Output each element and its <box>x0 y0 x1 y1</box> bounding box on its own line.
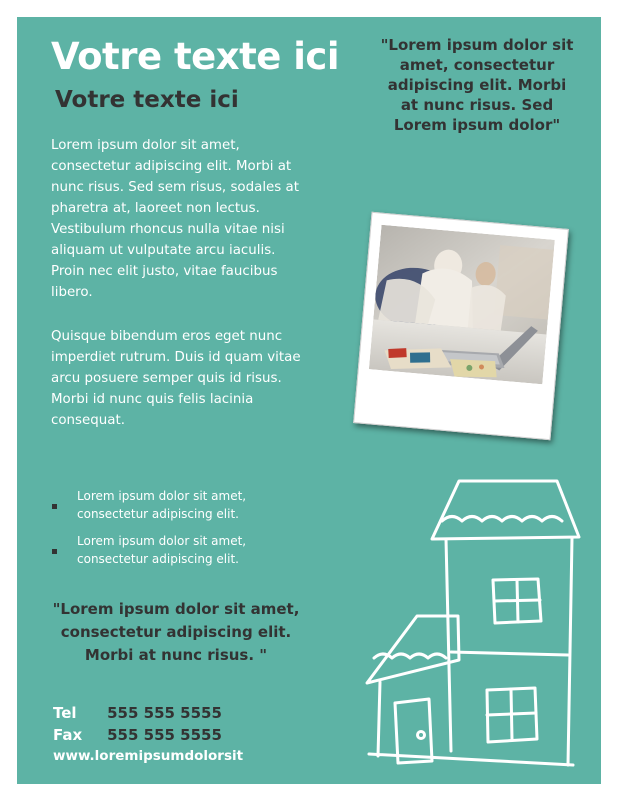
website-link[interactable]: www.loremipsumdolorsit <box>53 748 244 764</box>
list-item <box>49 487 309 523</box>
tel-label: Tel <box>53 704 77 722</box>
fax-label: Fax <box>53 726 83 744</box>
pull-quote-top: "Lorem ipsum dolor sit amet, consectetur adipiscing elit. Morbi at nunc risus. Sed Lorem ipsum dolor" <box>380 36 574 134</box>
bullet-text: Lorem ipsum dolor sit amet, consectetur adipiscing elit. <box>77 534 247 566</box>
pull-quote-bottom: "Lorem ipsum dolor sit amet, consectetur adipiscing elit. Morbi at nunc risus. " <box>52 600 300 664</box>
fax-value: 555 555 5555 <box>107 726 222 744</box>
bullet-text: Lorem ipsum dolor sit amet, consectetur adipiscing elit. <box>77 489 247 521</box>
tel-value: 555 555 5555 <box>107 704 222 722</box>
bullet-square-icon <box>52 549 57 554</box>
contact-block <box>53 703 222 747</box>
polaroid-photo-frame <box>353 212 569 440</box>
house-outline-icon <box>347 477 597 781</box>
flyer-title: Votre texte ici <box>51 35 340 78</box>
flyer <box>17 17 601 784</box>
fax-row <box>53 725 222 747</box>
body-paragraph-1: Lorem ipsum dolor sit amet, consectetur adipiscing elit. Morbi at nunc risus. Sed sem risus, sodales at pharetra at, laoreet non lectus. Vestibulum rhoncus nulla vitae nisi aliquam ut vulputate arcu iaculis. Proin nec elit justo, vitae faucibus libero. <box>51 138 299 300</box>
photo-laptop-travel <box>369 225 555 385</box>
bullet-list <box>49 487 309 577</box>
flyer-subtitle: Votre texte ici <box>55 87 239 113</box>
bullet-square-icon <box>52 504 57 509</box>
body-paragraph-2: Quisque bibendum eros eget nunc imperdiet rutrum. Duis id quam vitae arcu posuere semper quis id risus. Morbi id nunc quis felis lacinia consequat. <box>51 329 301 428</box>
list-item <box>49 532 309 568</box>
tel-row <box>53 703 222 725</box>
